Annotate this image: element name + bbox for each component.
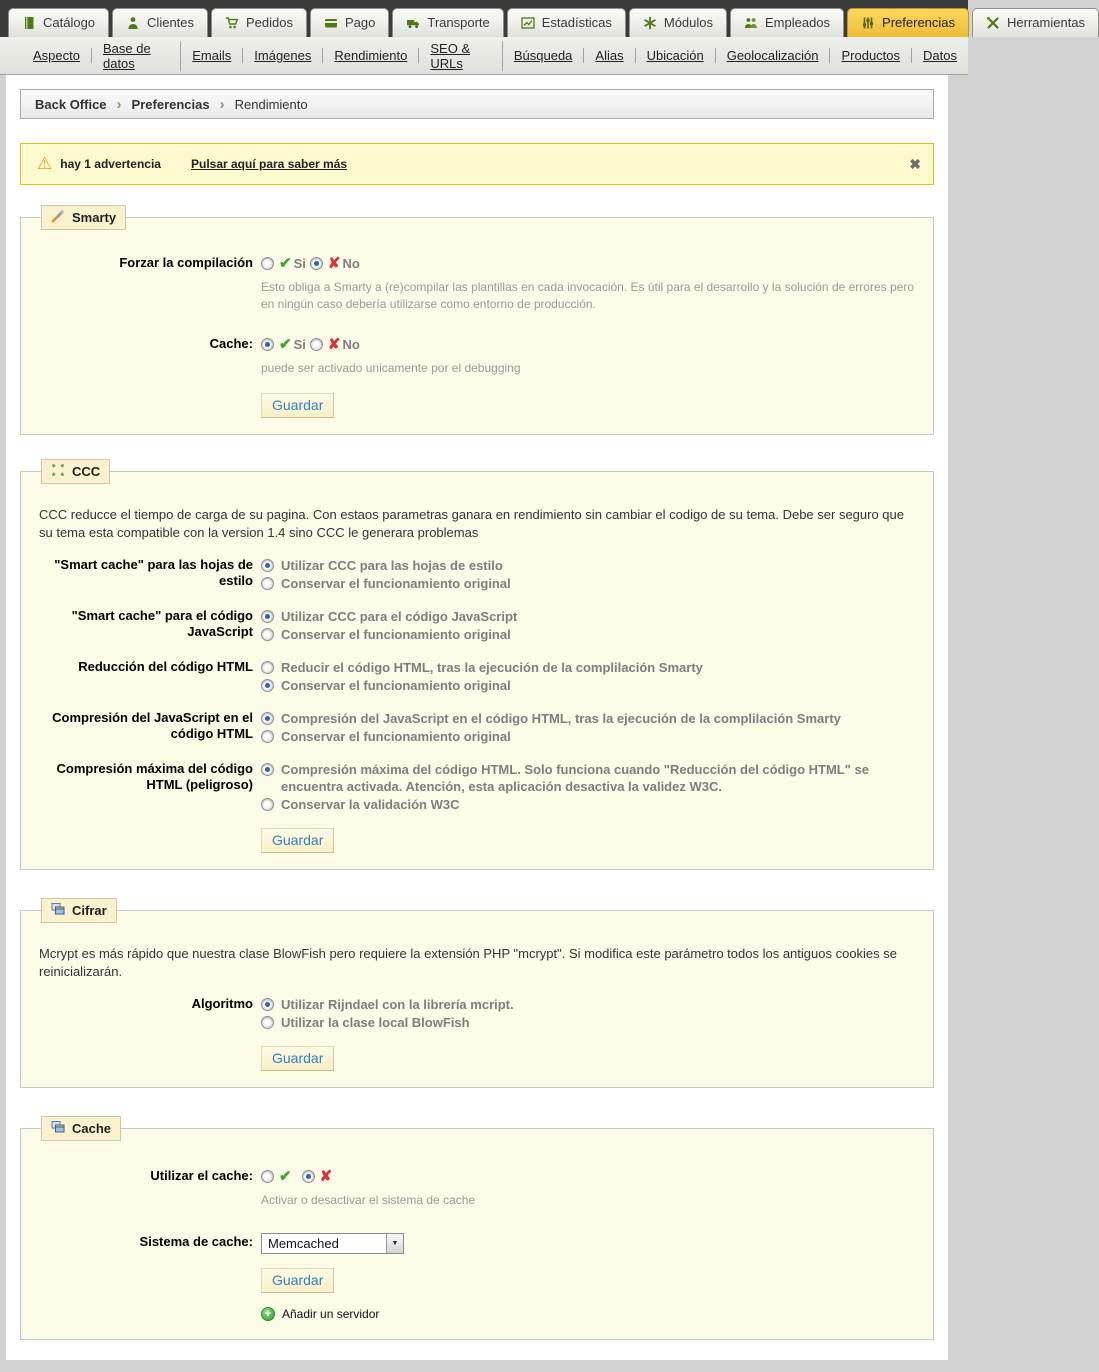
cifrar-section-header: Cifrar bbox=[41, 898, 117, 923]
preferences-subnav bbox=[0, 37, 968, 75]
subnav-seo-urls[interactable]: SEO & URLs bbox=[419, 41, 502, 71]
cifrar-intro-text: Mcrypt es más rápido que nuestra clase BlowFish pero requiere la extensión PHP "mcrypt". Si modifica este parámetro todos los antiguos cookies se reinicializarán. bbox=[39, 946, 898, 979]
no-cross-icon: ✘ bbox=[327, 255, 341, 272]
js-compress-row: Compresión del JavaScript en el código HTML Compresión del JavaScript en el código HTML, tras la ejecución de la complilación Smarty Conservar el funcionamiento original bbox=[35, 709, 919, 746]
add-server-link[interactable] bbox=[261, 1307, 919, 1321]
save-button[interactable]: Guardar bbox=[261, 828, 334, 853]
tab-transporte[interactable] bbox=[392, 8, 503, 37]
html-minify-radio[interactable] bbox=[261, 661, 274, 674]
field-help-text: Esto obliga a Smarty a (re)compilar las plantillas en cada invocación. Es útil para el desarrollo y la solución de errores pero en ningún caso debería utilizarse como entorno de producción. bbox=[261, 280, 914, 311]
modules-icon bbox=[643, 16, 657, 30]
js-keep-original-radio[interactable] bbox=[261, 628, 274, 641]
field-label: "Smart cache" para el código JavaScript bbox=[71, 608, 253, 639]
plus-icon: + bbox=[261, 1307, 275, 1321]
yes-check-icon: ✔ bbox=[279, 255, 292, 272]
field-label: Utilizar el cache: bbox=[150, 1168, 253, 1183]
cache-system-row bbox=[35, 1233, 919, 1254]
keep-w3c-radio[interactable] bbox=[261, 798, 274, 811]
blowfish-radio[interactable] bbox=[261, 1016, 274, 1029]
save-button[interactable]: Guardar bbox=[261, 1268, 334, 1293]
field-label: Forzar la compilación bbox=[119, 255, 253, 270]
tab-empleados[interactable] bbox=[730, 8, 844, 37]
field-label: Compresión del JavaScript en el código HTML bbox=[52, 710, 253, 741]
subnav-base-de-datos[interactable]: Base de datos bbox=[92, 41, 181, 71]
stats-icon bbox=[521, 16, 535, 30]
ccc-intro-text: CCC reducce el tiempo de carga de su pagina. Con estaos parametras ganara en rendimiento sin cambiar el codigo de su tema. Debe ser seguro que su tema esta compatible con la version 1.4 sino CCC le generara problemas bbox=[39, 507, 904, 540]
main-nav bbox=[0, 0, 1086, 37]
js-compress-keep-radio[interactable] bbox=[261, 730, 274, 743]
html-minify-row: Reducción del código HTML Reducir el código HTML, tras la ejecución de la complilación Smarty Conservar el funcionamiento original bbox=[35, 658, 919, 695]
tab-label: Transporte bbox=[427, 15, 490, 30]
catalog-icon bbox=[22, 16, 36, 30]
tab-label: Empleados bbox=[765, 15, 831, 30]
warning-more-link[interactable]: Pulsar aquí para saber más bbox=[190, 157, 348, 171]
cache-system-select[interactable] bbox=[261, 1233, 404, 1254]
subnav-geolocalizacion[interactable]: Geolocalización bbox=[716, 48, 831, 63]
max-compress-radio[interactable] bbox=[261, 763, 274, 776]
use-cache-yes-radio[interactable] bbox=[261, 1170, 274, 1183]
breadcrumb-current: Rendimiento bbox=[234, 96, 308, 112]
payment-icon bbox=[324, 16, 338, 30]
cache-section bbox=[20, 1116, 934, 1340]
orders-icon bbox=[225, 16, 239, 30]
subnav-rendimiento[interactable]: Rendimiento bbox=[323, 48, 419, 63]
tab-estadisticas[interactable] bbox=[507, 8, 626, 37]
tab-label: Preferencias bbox=[882, 15, 956, 30]
preferences-icon bbox=[861, 16, 875, 30]
cifrar-section bbox=[20, 898, 934, 1088]
field-label: Compresión máxima del código HTML (peligroso) bbox=[56, 761, 253, 792]
tab-pedidos[interactable] bbox=[211, 8, 307, 37]
field-help-text: Activar o desactivar el sistema de cache bbox=[261, 1193, 476, 1207]
selected-value: Memcached bbox=[268, 1236, 339, 1251]
smarty-cache-no-radio[interactable] bbox=[310, 338, 323, 351]
use-cache-no-radio[interactable] bbox=[302, 1170, 315, 1183]
force-compile-row: Forzar la compilación ✔ Si ✘ No Esto obliga a Smarty a (re)compilar las plantillas en cada invocación. Es útil para el desarrollo y la solución de errores pero en ningún caso debería utilizarse como entorno de producción. bbox=[35, 254, 919, 313]
no-cross-icon: ✘ bbox=[319, 1168, 333, 1185]
tools-icon bbox=[986, 16, 1000, 30]
use-cache-row bbox=[35, 1167, 919, 1209]
tab-label: Pedidos bbox=[246, 15, 293, 30]
css-use-ccc-radio[interactable] bbox=[261, 559, 274, 572]
breadcrumb bbox=[20, 89, 934, 119]
breadcrumb-back-office[interactable]: Back Office bbox=[35, 96, 107, 112]
chevron-down-icon: ▼ bbox=[386, 1234, 403, 1253]
smarty-section bbox=[20, 205, 934, 435]
subnav-emails[interactable]: Emails bbox=[181, 48, 243, 63]
field-label: "Smart cache" para las hojas de estilo bbox=[54, 557, 253, 588]
chevron-right-icon: › bbox=[116, 95, 122, 113]
subnav-ubicacion[interactable]: Ubicación bbox=[636, 48, 716, 63]
field-label: Reducción del código HTML bbox=[78, 659, 253, 674]
tab-pago[interactable] bbox=[310, 8, 389, 37]
subnav-datos[interactable]: Datos bbox=[923, 48, 957, 63]
compress-arrows-icon bbox=[51, 463, 65, 480]
field-label: Cache: bbox=[209, 336, 253, 351]
save-button[interactable]: Guardar bbox=[261, 393, 334, 418]
subnav-productos[interactable]: Productos bbox=[830, 48, 912, 63]
ccc-section-header: CCC bbox=[41, 459, 110, 484]
close-icon[interactable]: ✖ bbox=[909, 155, 921, 172]
field-label: Sistema de cache: bbox=[139, 1234, 253, 1249]
smart-cache-js-row: "Smart cache" para el código JavaScript Utilizar CCC para el código JavaScript Conservar el funcionamiento original bbox=[35, 607, 919, 644]
css-keep-original-radio[interactable] bbox=[261, 577, 274, 590]
tab-label: Estadísticas bbox=[541, 15, 612, 30]
warning-icon: ⚠ bbox=[37, 154, 53, 173]
force-compile-yes-radio[interactable] bbox=[261, 257, 274, 270]
add-server-label: Añadir un servidor bbox=[282, 1307, 380, 1321]
customers-icon bbox=[126, 16, 140, 30]
html-keep-original-radio[interactable] bbox=[261, 679, 274, 692]
ccc-section bbox=[20, 459, 934, 870]
subnav-busqueda[interactable]: Búsqueda bbox=[503, 48, 585, 63]
breadcrumb-preferencias[interactable]: Preferencias bbox=[131, 96, 210, 112]
tab-label: Herramientas bbox=[1007, 15, 1086, 30]
subnav-aspecto[interactable]: Aspecto bbox=[22, 48, 92, 63]
smart-cache-css-row: "Smart cache" para las hojas de estilo Utilizar CCC para las hojas de estilo Conservar el funcionamiento original bbox=[35, 556, 919, 593]
tab-catalogo[interactable] bbox=[8, 8, 109, 37]
shipping-icon bbox=[406, 16, 420, 30]
js-compress-radio[interactable] bbox=[261, 712, 274, 725]
chevron-right-icon: › bbox=[219, 95, 225, 113]
employees-icon bbox=[744, 16, 758, 30]
tab-clientes[interactable] bbox=[112, 8, 208, 37]
yes-check-icon: ✔ bbox=[279, 336, 292, 353]
algorithm-row: Algoritmo Utilizar Rijndael con la librería mcript. Utilizar la clase local BlowFish bbox=[35, 995, 919, 1032]
save-button[interactable]: Guardar bbox=[261, 1046, 334, 1071]
warning-banner bbox=[20, 143, 934, 185]
max-compress-row: Compresión máxima del código HTML (peligroso) Compresión máxima del código HTML. Solo funciona cuando "Reducción del código HTML" se encuentra activada. Atención, esta aplicación desactiva la validez W3C. Conservar la validación W3C bbox=[35, 760, 919, 814]
field-help-text: puede ser activado unicamente por el debugging bbox=[261, 361, 521, 375]
cache-section-header: Cache bbox=[41, 1116, 121, 1141]
windows-icon bbox=[51, 1120, 65, 1137]
screwdriver-icon bbox=[51, 209, 65, 226]
smarty-cache-row: Cache: ✔ Si ✘ No puede ser activado unicamente por el debugging bbox=[35, 335, 919, 377]
js-use-ccc-radio[interactable] bbox=[261, 610, 274, 623]
subnav-imagenes[interactable]: Imágenes bbox=[243, 48, 323, 63]
yes-check-icon: ✔ bbox=[279, 1168, 292, 1185]
tab-modulos[interactable] bbox=[629, 8, 727, 37]
tab-label: Pago bbox=[345, 15, 376, 30]
force-compile-no-radio[interactable] bbox=[310, 257, 323, 270]
tab-label: Catálogo bbox=[43, 15, 96, 30]
field-label: Algoritmo bbox=[191, 996, 253, 1011]
warning-message: hay 1 advertencia bbox=[60, 157, 161, 171]
smarty-section-header: Smarty bbox=[41, 205, 126, 230]
tab-label: Módulos bbox=[663, 15, 713, 30]
tab-preferencias[interactable] bbox=[847, 8, 969, 37]
smarty-cache-yes-radio[interactable] bbox=[261, 338, 274, 351]
rijndael-radio[interactable] bbox=[261, 998, 274, 1011]
windows-icon bbox=[51, 902, 65, 919]
content-panel bbox=[6, 75, 948, 1360]
tab-label: Clientes bbox=[147, 15, 195, 30]
tab-herramientas[interactable] bbox=[972, 8, 1099, 37]
subnav-alias[interactable]: Alias bbox=[584, 48, 635, 63]
no-cross-icon: ✘ bbox=[327, 336, 341, 353]
